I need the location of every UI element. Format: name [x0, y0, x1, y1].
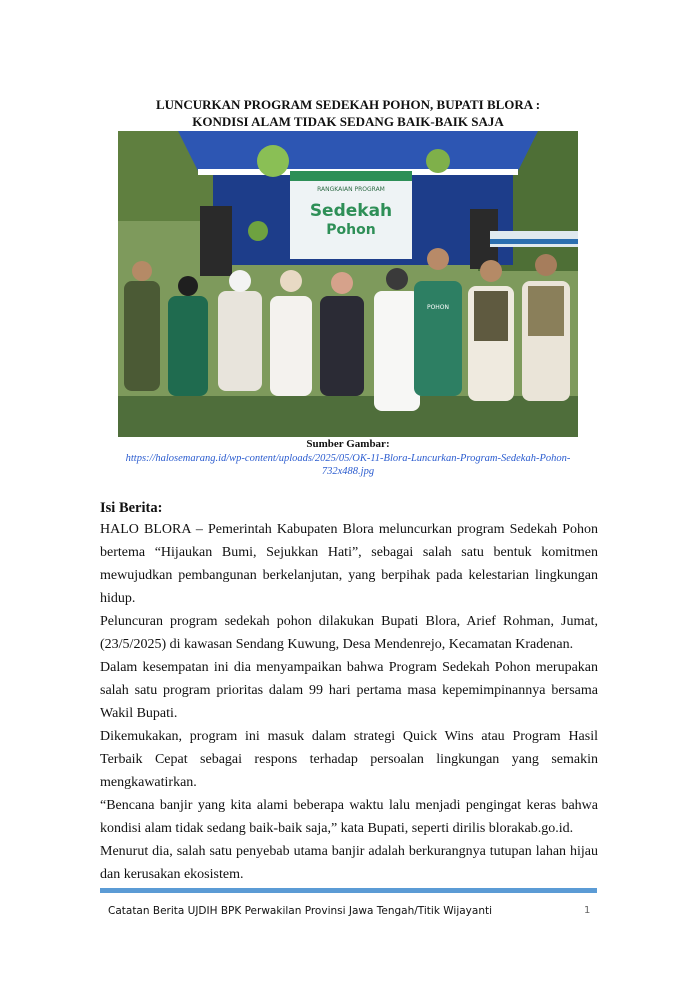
- footer-rule: [100, 888, 597, 893]
- banner-small-text: RANGKAIAN PROGRAM: [317, 186, 385, 193]
- source-url-line-1[interactable]: https://halosemarang.id/wp-content/uploads/2025/05/OK-11-Blora-Luncurkan-Program-Sedekah-Pohon-: [125, 453, 571, 464]
- page-number: 1: [584, 905, 591, 916]
- paragraph-3: Dalam kesempatan ini dia menyampaikan bahwa Program Sedekah Pohon merupakan salah satu program prioritas dalam 99 hari pertama masa kepemimpinannya bersama Wakil Bupati.: [100, 660, 598, 721]
- source-url-line-2[interactable]: 732x488.jpg: [321, 466, 375, 477]
- banner-title-2: Pohon: [326, 222, 376, 238]
- paragraph-2: Peluncuran program sedekah pohon dilakukan Bupati Blora, Arief Rohman, Jumat, (23/5/2025) di kawasan Sendang Kuwung, Desa Mendenrejo, Kecamatan Kradenan.: [100, 614, 598, 652]
- footer-text: Catatan Berita UJDIH BPK Perwakilan Provinsi Jawa Tengah/Titik Wijayanti: [108, 905, 493, 917]
- article-title: [100, 96, 596, 130]
- article-body: [100, 518, 598, 886]
- paragraph-6: Menurut dia, salah satu penyebab utama banjir adalah berkurangnya tutupan lahan hijau dan kerusakan ekosistem.: [100, 844, 598, 882]
- title-line-1: LUNCURKAN PROGRAM SEDEKAH POHON, BUPATI BLORA :: [155, 97, 541, 112]
- paragraph-4: Dikemukakan, program ini masuk dalam strategi Quick Wins atau Program Hasil Terbaik Cepat sebagai respons terhadap persoalan lingkungan yang semakin mengkawatirkan.: [100, 729, 598, 790]
- news-photo: [118, 131, 578, 437]
- image-caption-label: Sumber Gambar:: [306, 438, 390, 450]
- shirt-text: POHON: [426, 304, 450, 311]
- banner-title-1: Sedekah: [309, 201, 393, 221]
- image-source-link[interactable]: [100, 452, 596, 478]
- title-line-2: KONDISI ALAM TIDAK SEDANG BAIK-BAIK SAJA: [192, 114, 504, 129]
- paragraph-1: HALO BLORA – Pemerintah Kabupaten Blora meluncurkan program Sedekah Pohon bertema “Hijaukan Bumi, Sejukkan Hati”, sebagai salah satu bentuk komitmen mewujudkan pembangunan berkelanjutan, yang berpihak pada kelestarian lingkungan hidup.: [100, 522, 598, 606]
- section-heading: Isi Berita:: [100, 500, 163, 516]
- paragraph-5: “Bencana banjir yang kita alami beberapa waktu lalu menjadi pengingat keras bahwa kondisi alam tidak sedang baik-baik saja,” kata Bupati, seperti dirilis blorakab.go.id.: [100, 798, 598, 836]
